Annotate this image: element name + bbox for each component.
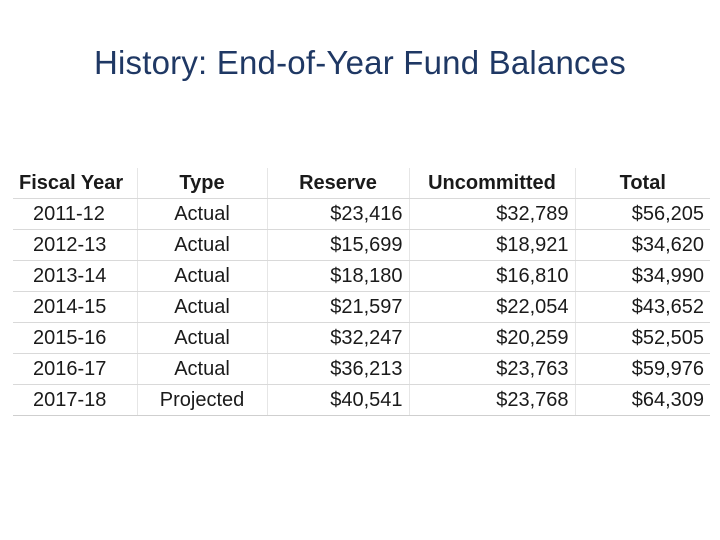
column-header-uncommitted: Uncommitted	[409, 168, 575, 199]
total-cell: $59,976	[575, 354, 710, 385]
table-row	[13, 292, 710, 323]
total-cell: $43,652	[575, 292, 710, 323]
fund-balance-table-container	[13, 168, 710, 416]
reserve-cell: $18,180	[267, 261, 409, 292]
table-row	[13, 323, 710, 354]
table-row	[13, 199, 710, 230]
reserve-cell: $40,541	[267, 385, 409, 416]
uncommitted-cell: $16,810	[409, 261, 575, 292]
uncommitted-cell: $22,054	[409, 292, 575, 323]
total-cell: $64,309	[575, 385, 710, 416]
fiscal-year-cell: 2016-17	[13, 354, 137, 385]
type-cell: Actual	[137, 292, 267, 323]
fiscal-year-cell: 2015-16	[13, 323, 137, 354]
uncommitted-cell: $23,763	[409, 354, 575, 385]
table-header-row	[13, 168, 710, 199]
reserve-cell: $15,699	[267, 230, 409, 261]
reserve-cell: $21,597	[267, 292, 409, 323]
fiscal-year-cell: 2014-15	[13, 292, 137, 323]
table-row	[13, 261, 710, 292]
fund-balance-table	[13, 168, 710, 416]
reserve-cell: $32,247	[267, 323, 409, 354]
column-header-fiscal-year: Fiscal Year	[13, 168, 137, 199]
fiscal-year-cell: 2017-18	[13, 385, 137, 416]
reserve-cell: $23,416	[267, 199, 409, 230]
uncommitted-cell: $18,921	[409, 230, 575, 261]
column-header-total: Total	[575, 168, 710, 199]
fiscal-year-cell: 2012-13	[13, 230, 137, 261]
type-cell: Actual	[137, 323, 267, 354]
type-cell: Actual	[137, 230, 267, 261]
type-cell: Actual	[137, 354, 267, 385]
table-row	[13, 230, 710, 261]
total-cell: $34,620	[575, 230, 710, 261]
reserve-cell: $36,213	[267, 354, 409, 385]
uncommitted-cell: $23,768	[409, 385, 575, 416]
total-cell: $52,505	[575, 323, 710, 354]
uncommitted-cell: $20,259	[409, 323, 575, 354]
total-cell: $56,205	[575, 199, 710, 230]
type-cell: Actual	[137, 261, 267, 292]
column-header-reserve: Reserve	[267, 168, 409, 199]
table-row	[13, 354, 710, 385]
fiscal-year-cell: 2013-14	[13, 261, 137, 292]
uncommitted-cell: $32,789	[409, 199, 575, 230]
fiscal-year-cell: 2011-12	[13, 199, 137, 230]
table-row	[13, 385, 710, 416]
total-cell: $34,990	[575, 261, 710, 292]
type-cell: Actual	[137, 199, 267, 230]
slide-title: History: End-of-Year Fund Balances	[93, 44, 626, 81]
type-cell: Projected	[137, 385, 267, 416]
column-header-type: Type	[137, 168, 267, 199]
